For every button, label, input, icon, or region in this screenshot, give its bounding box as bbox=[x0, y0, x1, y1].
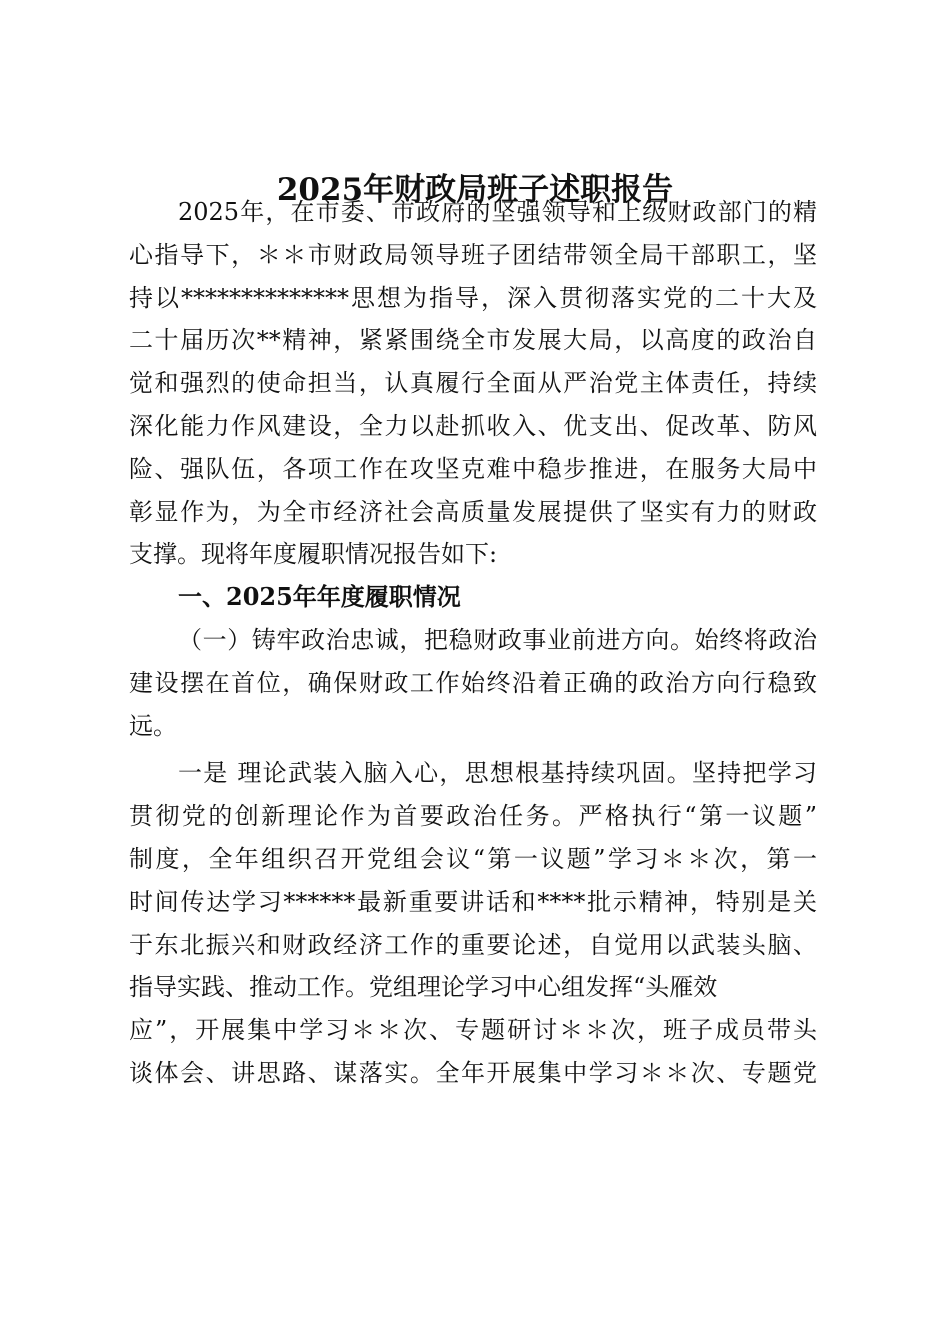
text-line: 深化能力作风建设，全力以赴抓收入、优支出、促改革、防风 bbox=[129, 411, 817, 440]
text-line: 制度，全年组织召开党组会议“第一议题”学习＊＊次，第一 bbox=[129, 844, 817, 873]
text-line: 于东北振兴和财政经济工作的重要论述，自觉用以武装头脑、 bbox=[129, 930, 817, 959]
text-line: 觉和强烈的使命担当，认真履行全面从严治党主体责任，持续 bbox=[129, 369, 817, 398]
text-line: （一）铸牢政治忠诚，把稳财政事业前进方向。始终将政治 bbox=[178, 625, 817, 654]
text-line: 持以**************思想为指导，深入贯彻落实党的二十大及 bbox=[129, 283, 817, 312]
subsection-paragraph bbox=[129, 619, 817, 747]
text-line: 心指导下，＊＊市财政局领导班子团结带领全局干部职工，坚 bbox=[129, 240, 817, 269]
text-line: 远。 bbox=[129, 711, 177, 740]
intro-paragraph bbox=[129, 191, 817, 576]
text-line: 贯彻党的创新理论作为首要政治任务。严格执行“第一议题” bbox=[129, 802, 817, 831]
section-heading: 一、2025年年度履职情况 bbox=[178, 582, 461, 612]
text-line: 二十届历次**精神，紧紧围绕全市发展大局，以高度的政治自 bbox=[129, 326, 817, 355]
document-title: 2025年财政局班子述职报告 bbox=[276, 172, 674, 208]
text-line: 指导实践、推动工作。党组理论学习中心组发挥“头雁效 bbox=[129, 973, 718, 1002]
text-line: 应”，开展集中学习＊＊次、专题研讨＊＊次，班子成员带头 bbox=[129, 1016, 817, 1045]
text-line: 险、强队伍，各项工作在攻坚克难中稳步推进，在服务大局中 bbox=[129, 454, 817, 483]
text-line: 时间传达学习******最新重要讲话和****批示精神，特别是关 bbox=[129, 887, 817, 916]
document-body bbox=[129, 191, 817, 1095]
text-line: 彰显作为，为全市经济社会高质量发展提供了坚实有力的财政 bbox=[129, 497, 817, 526]
text-line: 一是 理论武装入脑入心，思想根基持续巩固。坚持把学习 bbox=[178, 759, 817, 788]
text-line: 2025年，在市委、市政府的坚强领导和上级财政部门的精 bbox=[178, 198, 817, 226]
text-line: 谈体会、讲思路、谋落实。全年开展集中学习＊＊次、专题党 bbox=[129, 1058, 817, 1087]
text-line: 建设摆在首位，确保财政工作始终沿着正确的政治方向行稳致 bbox=[129, 668, 817, 697]
point-paragraph bbox=[129, 752, 817, 1094]
text-line: 支撑。现将年度履职情况报告如下: bbox=[129, 540, 498, 569]
